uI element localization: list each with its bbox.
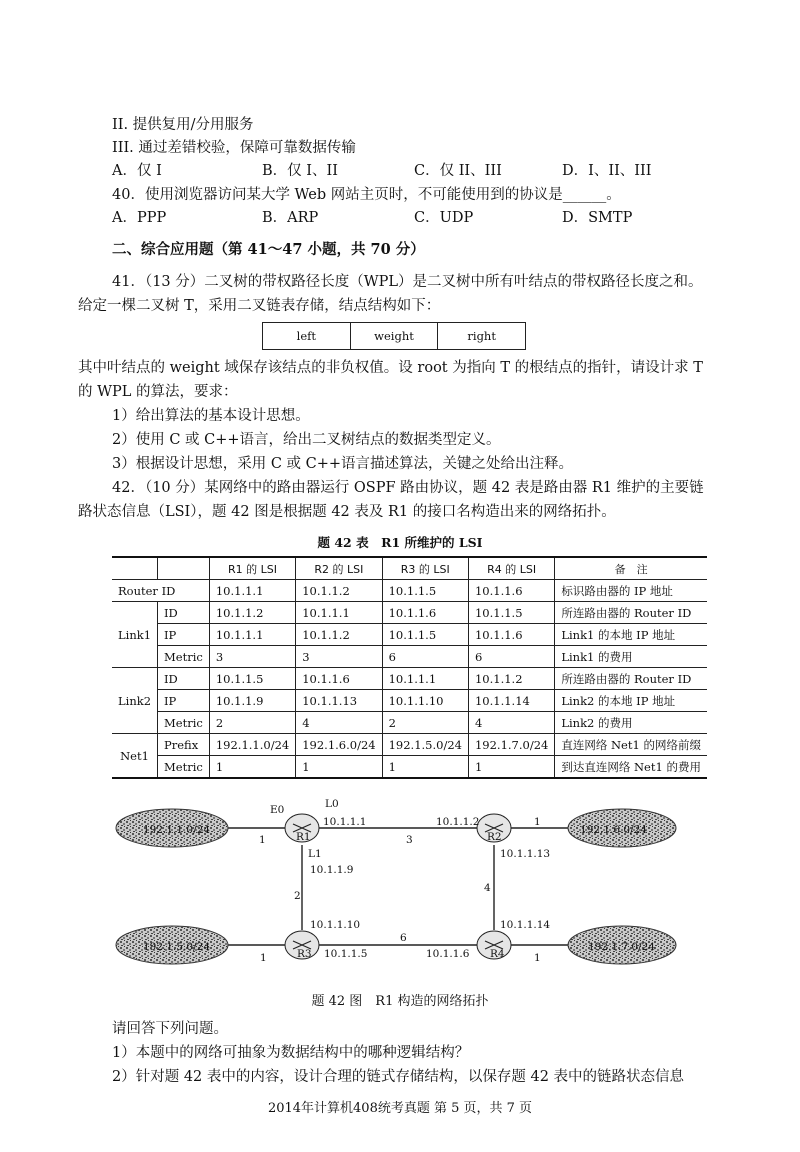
q39-item-3: III. 通过差错校验，保障可靠数据传输 xyxy=(112,140,356,156)
q40-stem: 40．使用浏览器访问某大学 Web 网站主页时，不可能使用到的协议是______。 xyxy=(112,187,621,203)
router-label: R1 xyxy=(296,831,311,843)
field-cell: ID xyxy=(158,668,210,690)
table-cell: 10.1.1.2 xyxy=(468,668,554,690)
q42-sub-1: 1）本题中的网络可抽象为数据结构中的哪种逻辑结构？ xyxy=(112,1045,470,1061)
q39-option-b: B．仅 I、II xyxy=(262,163,338,179)
table-cell: 10.1.1.1 xyxy=(209,580,295,602)
metric-label: 1 xyxy=(260,952,267,964)
group-label: Link2 xyxy=(112,668,158,734)
q41-line-2: 给定一棵二叉树 T，采用二叉链表存储，结点结构如下： xyxy=(78,298,441,314)
table-header-row xyxy=(112,557,707,580)
field-cell: IP xyxy=(158,690,210,712)
table-cell: 2 xyxy=(382,712,468,734)
q39-option-a: A．仅 I xyxy=(112,163,162,179)
table-cell: 3 xyxy=(209,646,295,668)
note-cell: Link2 的本地 IP 地址 xyxy=(555,690,707,712)
iface-label-e0: E0 xyxy=(270,804,285,816)
node-field-right: right xyxy=(467,329,496,343)
table-cell: 1 xyxy=(382,756,468,779)
q42-line-2: 路状态信息（LSI），题 42 图是根据题 42 表及 R1 的接口名构造出来的网络拓扑。 xyxy=(78,504,616,520)
note-cell: 所连路由器的 Router ID xyxy=(555,602,707,624)
table-row xyxy=(112,756,707,779)
row-label: Router ID xyxy=(112,580,209,602)
table-cell: 10.1.1.6 xyxy=(296,668,382,690)
ip-label: 10.1.1.9 xyxy=(310,864,354,876)
table-cell: 10.1.1.5 xyxy=(382,624,468,646)
header-cell: 备 注 xyxy=(555,557,707,580)
table-cell: 1 xyxy=(296,756,382,779)
figure-caption: 题 42 图 R1 构造的网络拓扑 xyxy=(311,994,489,1009)
net-cloud-192-1-1-0 xyxy=(116,809,228,847)
net-label: 192.1.7.0/24 xyxy=(588,941,655,953)
ip-label: 10.1.1.10 xyxy=(310,919,361,931)
router-r1-icon xyxy=(285,814,319,843)
table-caption: 题 42 表 R1 所维护的 LSI xyxy=(317,535,483,550)
q40-option-c: C．UDP xyxy=(414,210,474,226)
note-cell: 所连路由器的 Router ID xyxy=(555,668,707,690)
group-label: Net1 xyxy=(112,734,158,779)
table-cell: 6 xyxy=(468,646,554,668)
ip-label: 10.1.1.2 xyxy=(436,816,480,828)
table-cell: 192.1.5.0/24 xyxy=(382,734,468,756)
router-r4-icon xyxy=(477,931,511,960)
net-label: 192.1.6.0/24 xyxy=(580,824,647,836)
table-cell: 1 xyxy=(209,756,295,779)
q42-sub-2: 2）针对题 42 表中的内容，设计合理的链式存储结构，以保存题 42 表中的链路状态信息 xyxy=(112,1069,685,1085)
table-cell: 10.1.1.6 xyxy=(468,580,554,602)
q42-line-1: 42．（10 分）某网络中的路由器运行 OSPF 路由协议，题 42 表是路由器 R1 维护的主要链 xyxy=(112,480,704,496)
router-r3-icon xyxy=(285,931,319,960)
header-cell xyxy=(158,557,210,580)
table-cell: 10.1.1.1 xyxy=(209,624,295,646)
metric-label: 3 xyxy=(406,834,413,846)
table-row xyxy=(112,712,707,734)
q40-option-a: A．PPP xyxy=(112,210,167,226)
q40-option-b: B．ARP xyxy=(262,210,319,226)
q39-option-c: C．仅 II、III xyxy=(414,163,502,179)
table-cell: 3 xyxy=(296,646,382,668)
table-row xyxy=(112,602,707,624)
table-cell: 1 xyxy=(468,756,554,779)
field-cell: Metric xyxy=(158,712,210,734)
q39-option-d: D．I、II、III xyxy=(562,163,652,179)
node-field-weight: weight xyxy=(351,323,439,349)
table-cell: 10.1.1.14 xyxy=(468,690,554,712)
router-label: R3 xyxy=(297,948,312,960)
table-row xyxy=(112,624,707,646)
table-cell: 192.1.1.0/24 xyxy=(209,734,295,756)
router-r2-icon xyxy=(477,814,511,843)
header-cell: R1 的 LSI xyxy=(209,557,295,580)
table-cell: 10.1.1.1 xyxy=(382,668,468,690)
note-cell: Link1 的本地 IP 地址 xyxy=(555,624,707,646)
q41-requirement-1: 1）给出算法的基本设计思想。 xyxy=(112,408,310,424)
q40-option-d: D．SMTP xyxy=(562,210,633,226)
q42-ask: 请回答下列问题。 xyxy=(112,1021,228,1037)
section-heading: 二、综合应用题（第 41～47 小题，共 70 分） xyxy=(112,241,425,258)
page-footer: 2014年计算机408统考真题 第 5 页，共 7 页 xyxy=(267,1101,533,1116)
q41-line-3: 其中叶结点的 weight 域保存该结点的非负权值。设 root 为指向 T 的根结点的指针，请设计求 T xyxy=(78,360,703,376)
field-cell: Prefix xyxy=(158,734,210,756)
note-cell: Link2 的费用 xyxy=(555,712,707,734)
field-cell: Metric xyxy=(158,646,210,668)
header-cell xyxy=(112,557,158,580)
field-cell: IP xyxy=(158,624,210,646)
table-cell: 192.1.6.0/24 xyxy=(296,734,382,756)
header-cell: R3 的 LSI xyxy=(382,557,468,580)
table-cell: 10.1.1.9 xyxy=(209,690,295,712)
table-cell: 192.1.7.0/24 xyxy=(468,734,554,756)
q41-requirement-2: 2）使用 C 或 C++语言，给出二叉树结点的数据类型定义。 xyxy=(112,432,501,448)
header-cell: R4 的 LSI xyxy=(468,557,554,580)
table-row xyxy=(112,734,707,756)
table-cell: 10.1.1.13 xyxy=(296,690,382,712)
table-cell: 10.1.1.2 xyxy=(209,602,295,624)
table-cell: 4 xyxy=(468,712,554,734)
q41-line-4: 的 WPL 的算法，要求： xyxy=(78,384,238,400)
header-cell: R2 的 LSI xyxy=(296,557,382,580)
note-cell: Link1 的费用 xyxy=(555,646,707,668)
net-cloud-192-1-7-0 xyxy=(568,926,676,964)
field-cell: Metric xyxy=(158,756,210,779)
table-cell: 6 xyxy=(382,646,468,668)
table-cell: 10.1.1.6 xyxy=(382,602,468,624)
metric-label: 1 xyxy=(259,834,266,846)
metric-label: 1 xyxy=(534,952,541,964)
network-topology-diagram xyxy=(0,797,800,987)
metric-label: 6 xyxy=(400,932,407,944)
router-label: R2 xyxy=(487,831,502,843)
iface-label-l1: L1 xyxy=(308,848,322,860)
field-cell: ID xyxy=(158,602,210,624)
q41-line-1: 41．（13 分）二叉树的带权路径长度（WPL）是二叉树中所有叶结点的带权路径长度之和。 xyxy=(112,274,703,290)
note-cell: 标识路由器的 IP 地址 xyxy=(555,580,707,602)
ip-label: 10.1.1.5 xyxy=(324,948,368,960)
node-field-left: left xyxy=(263,323,351,349)
router-label: R4 xyxy=(490,948,505,960)
metric-label: 1 xyxy=(534,816,541,828)
table-cell: 10.1.1.6 xyxy=(468,624,554,646)
net-cloud-192-1-5-0 xyxy=(116,926,228,964)
ip-label: 10.1.1.13 xyxy=(500,848,551,860)
net-cloud-192-1-6-0 xyxy=(568,809,676,847)
table-cell: 4 xyxy=(296,712,382,734)
iface-label-l0: L0 xyxy=(325,798,339,810)
note-cell: 直连网络 Net1 的网络前缀 xyxy=(555,734,707,756)
table-row xyxy=(112,580,707,602)
metric-label: 2 xyxy=(294,890,301,902)
ip-label: 10.1.1.14 xyxy=(500,919,551,931)
net-label: 192.1.5.0/24 xyxy=(143,941,210,953)
ip-label: 10.1.1.1 xyxy=(323,816,367,828)
q39-item-2: II. 提供复用/分用服务 xyxy=(112,117,254,133)
metric-label: 4 xyxy=(484,882,491,894)
q41-requirement-3: 3）根据设计思想，采用 C 或 C++语言描述算法，关键之处给出注释。 xyxy=(112,456,574,472)
node-structure-table xyxy=(262,322,526,350)
table-cell: 10.1.1.5 xyxy=(209,668,295,690)
ip-label: 10.1.1.6 xyxy=(426,948,470,960)
lsi-table xyxy=(112,556,707,779)
note-cell: 到达直连网络 Net1 的费用 xyxy=(555,756,707,779)
table-cell: 10.1.1.5 xyxy=(382,580,468,602)
table-cell: 2 xyxy=(209,712,295,734)
table-cell: 10.1.1.5 xyxy=(468,602,554,624)
table-cell: 10.1.1.2 xyxy=(296,624,382,646)
table-row xyxy=(112,690,707,712)
table-cell: 10.1.1.1 xyxy=(296,602,382,624)
table-cell: 10.1.1.10 xyxy=(382,690,468,712)
group-label: Link1 xyxy=(112,602,158,668)
table-row xyxy=(112,646,707,668)
table-row xyxy=(112,668,707,690)
net-label: 192.1.1.0/24 xyxy=(143,824,210,836)
table-cell: 10.1.1.2 xyxy=(296,580,382,602)
